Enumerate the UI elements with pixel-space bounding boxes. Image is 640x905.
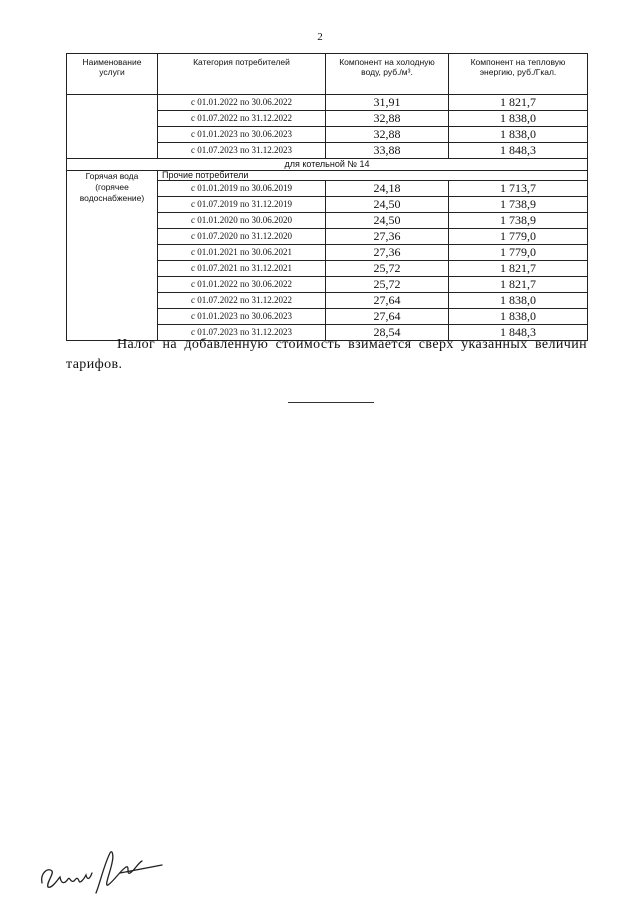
period-cell: с 01.07.2022 по 31.12.2022 [158, 111, 326, 127]
period-cell: с 01.07.2020 по 31.12.2020 [158, 229, 326, 245]
heat-value: 1 848,3 [449, 325, 588, 341]
cold-value: 24,50 [326, 213, 449, 229]
period-cell: с 01.07.2023 по 31.12.2023 [158, 325, 326, 341]
signature-icon [34, 843, 174, 898]
vat-note: Налог на добавленную стоимость взимается сверх указанных величин тарифов. [66, 337, 587, 372]
cold-value: 27,36 [326, 245, 449, 261]
cold-value: 27,64 [326, 293, 449, 309]
period-cell: с 01.07.2021 по 31.12.2021 [158, 261, 326, 277]
heat-value: 1 821,7 [449, 261, 588, 277]
cold-value: 32,88 [326, 127, 449, 143]
header-service: Наименование услуги [67, 54, 158, 95]
cold-value: 32,88 [326, 111, 449, 127]
header-heat-energy: Компонент на тепловую энергию, руб./Гкал. [449, 54, 588, 95]
period-cell: с 01.07.2019 по 31.12.2019 [158, 197, 326, 213]
table-header-row [67, 54, 588, 95]
heat-value: 1 848,3 [449, 143, 588, 159]
cold-value: 31,91 [326, 95, 449, 111]
cold-value: 24,50 [326, 197, 449, 213]
service-name: Горячая вода (горячее водоснабжение) [67, 171, 158, 341]
group-row [67, 171, 588, 181]
period-cell: с 01.07.2023 по 31.12.2023 [158, 143, 326, 159]
cold-value: 27,64 [326, 309, 449, 325]
heat-value: 1 838,0 [449, 293, 588, 309]
cold-value: 25,72 [326, 261, 449, 277]
period-cell: с 01.01.2023 по 30.06.2023 [158, 309, 326, 325]
section-row [67, 159, 588, 171]
separator-line [288, 402, 374, 403]
heat-value: 1 738,9 [449, 213, 588, 229]
heat-value: 1 821,7 [449, 95, 588, 111]
cold-value: 24,18 [326, 181, 449, 197]
heat-value: 1 779,0 [449, 229, 588, 245]
cold-value: 33,88 [326, 143, 449, 159]
table-row [67, 95, 588, 111]
period-cell: с 01.01.2021 по 30.06.2021 [158, 245, 326, 261]
section-title: для котельной № 14 [67, 159, 588, 171]
header-cold-water: Компонент на холодную воду, руб./м³. [326, 54, 449, 95]
period-cell: с 01.01.2023 по 30.06.2023 [158, 127, 326, 143]
heat-value: 1 779,0 [449, 245, 588, 261]
cold-value: 27,36 [326, 229, 449, 245]
tariff-table [66, 53, 588, 341]
heat-value: 1 738,9 [449, 197, 588, 213]
heat-value: 1 838,0 [449, 111, 588, 127]
cold-value: 25,72 [326, 277, 449, 293]
heat-value: 1 838,0 [449, 309, 588, 325]
cold-value: 28,54 [326, 325, 449, 341]
period-cell: с 01.01.2022 по 30.06.2022 [158, 95, 326, 111]
consumer-group-label: Прочие потребители [158, 171, 588, 181]
page-number: 2 [317, 31, 323, 43]
period-cell: с 01.07.2022 по 31.12.2022 [158, 293, 326, 309]
service-cell-continued [67, 95, 158, 159]
heat-value: 1 713,7 [449, 181, 588, 197]
period-cell: с 01.01.2020 по 30.06.2020 [158, 213, 326, 229]
period-cell: с 01.01.2022 по 30.06.2022 [158, 277, 326, 293]
heat-value: 1 821,7 [449, 277, 588, 293]
heat-value: 1 838,0 [449, 127, 588, 143]
period-cell: с 01.01.2019 по 30.06.2019 [158, 181, 326, 197]
header-category: Категория потребителей [158, 54, 326, 95]
